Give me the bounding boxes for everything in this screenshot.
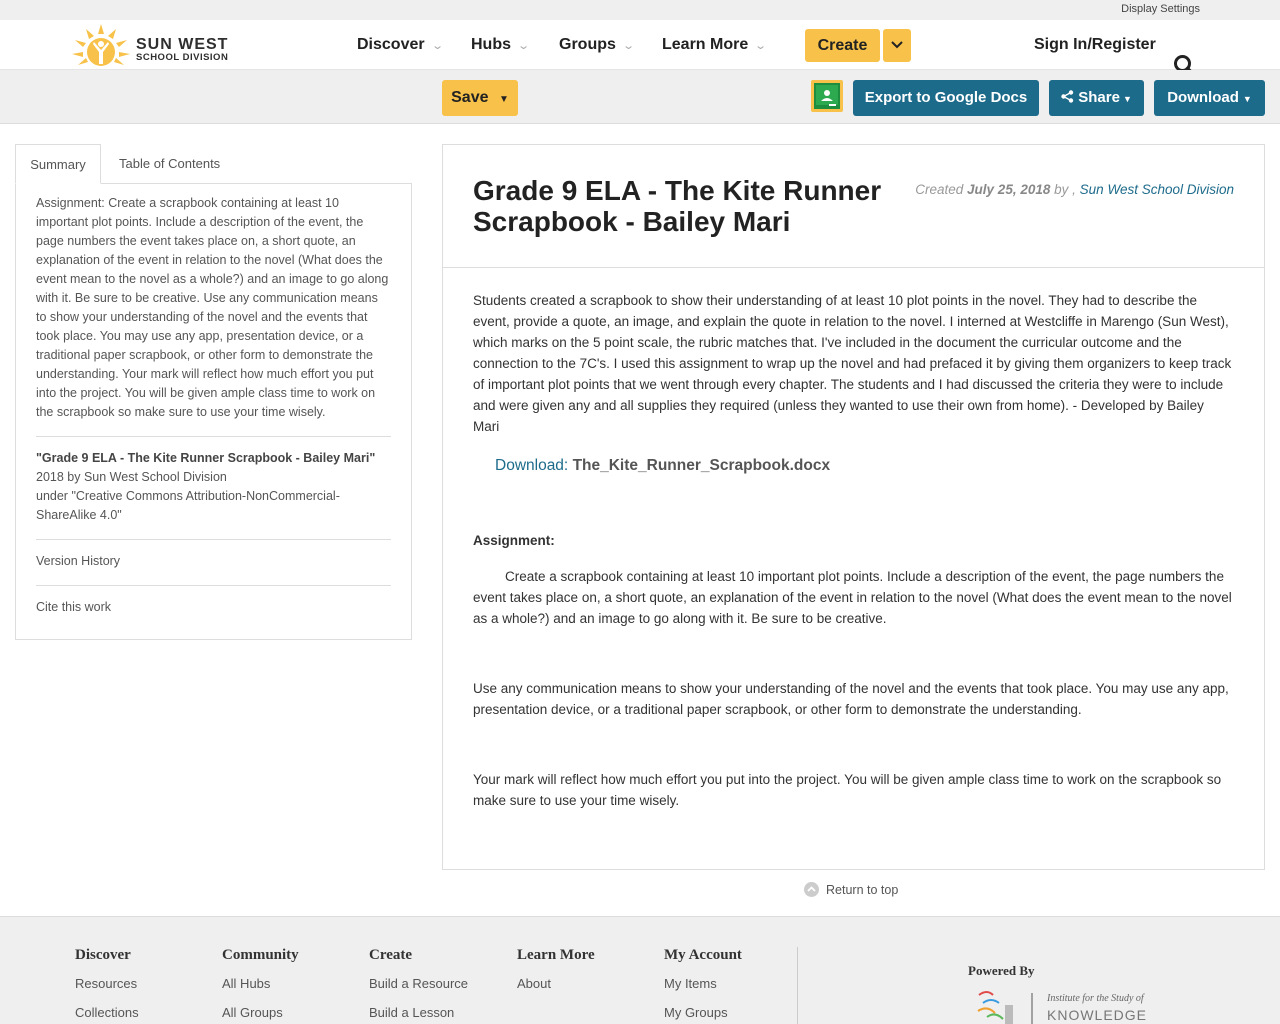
footer-link[interactable]: My Items [664, 976, 717, 991]
created-prefix: Created [915, 182, 964, 197]
utility-bar [0, 0, 1280, 20]
nav-learn-more[interactable] [662, 36, 768, 54]
sidebar-panel [15, 144, 412, 640]
footer-link[interactable]: About [517, 976, 551, 991]
divider [36, 585, 391, 586]
footer-col-community [222, 947, 299, 1022]
nav-label: Hubs [471, 36, 511, 53]
created-meta [915, 182, 1234, 197]
nav-label: Groups [559, 36, 616, 53]
chevron-down-icon: ⌄ [622, 40, 635, 52]
divider [36, 539, 391, 540]
description-text: Students created a scrapbook to show their understanding of at least 10 plot points in the novel. They had to describe the event, provide a quote, an image, and explain the quote in relation to the novel. I interned at Westcliffe in Marengo (Sun West), which marks on the 5 point scale, the rubric matches that. I've included in the document the curricular outcome and the connection to the 7C's. I used this assignment to wrap up the novel and had prefaced it by giving them organizers to keep track of important plot points that we went through every chapter. The students and I had discussed the criteria they were to include and were given any and all supplies they required (unless they wanted to use their own from home). - Developed by Bailey Mari [473, 293, 1232, 434]
assignment-paragraph: Your mark will reflect how much effort you put into the project. You will be given ample class time to work on the scrapbook so make sure to use your time wisely. [473, 772, 1222, 808]
attachment-download[interactable] [495, 455, 1233, 476]
chevron-down-icon [891, 41, 903, 49]
chevron-down-icon: ⌄ [430, 40, 444, 52]
divider [36, 436, 391, 437]
created-date: July 25, 2018 [967, 182, 1051, 197]
summary-text: Assignment: Create a scrapbook containing at least 10 important plot points. Include a description of the event, the page numbers the event takes place on, a short quote, an explanation of the event in relation to the novel (What does the event mean to the novel as a whole?) and an image to go along with it. Be sure to be creative. Use any communication means to show your understanding of the novel and the events that took place. You may use any app, presentation device, or a traditional paper scrapbook, or other form to demonstrate the understanding. Your mark will reflect how much effort you put into the project. You will be given ample class time to work on the scrapbook so make sure to use your time wisely. [36, 196, 389, 419]
iskme-logo[interactable] [975, 989, 1155, 1024]
resource-toolbar [0, 70, 1280, 124]
footer-link[interactable]: All Groups [222, 1005, 283, 1020]
create-dropdown-button[interactable] [883, 29, 911, 62]
share-icon [1061, 90, 1074, 103]
assignment-heading: Assignment: [473, 533, 555, 548]
sidebar-tabs [15, 144, 412, 184]
divider [443, 267, 1264, 268]
license-year-author: 2018 by Sun West School Division [36, 470, 227, 484]
resource-content [442, 144, 1265, 870]
cite-work-link[interactable]: Cite this work [36, 600, 112, 614]
sun-logo-icon [70, 22, 132, 68]
created-by: by , [1054, 182, 1076, 197]
site-footer [0, 916, 1280, 1024]
save-button[interactable] [442, 80, 518, 116]
page-title: Grade 9 ELA - The Kite Runner Scrapbook - Bailey Mari [473, 175, 882, 237]
return-to-top-link[interactable] [804, 883, 898, 898]
brand-name: SUN WEST [136, 36, 229, 53]
footer-col-create [369, 947, 468, 1022]
footer-heading: Discover [75, 947, 131, 963]
summary-panel [15, 183, 412, 640]
chevron-down-icon: ⌄ [754, 40, 768, 52]
nav-groups[interactable] [559, 36, 633, 54]
footer-heading: My Account [664, 947, 742, 963]
footer-link[interactable]: Collections [75, 1005, 139, 1020]
footer-heading: Create [369, 947, 413, 963]
tab-summary[interactable]: Summary [15, 144, 101, 184]
caret-down-icon: ▼ [1122, 94, 1132, 104]
footer-col-my-account [664, 947, 742, 1022]
license-name: under "Creative Commons Attribution-NonCommercial-ShareAlike 4.0" [36, 489, 340, 522]
caret-down-icon: ▼ [498, 94, 509, 105]
footer-heading: Learn More [517, 947, 595, 963]
download-prefix: Download: [495, 457, 569, 474]
nav-label: Learn More [662, 36, 749, 53]
footer-link[interactable]: My Groups [664, 1005, 728, 1020]
chevron-down-icon: ⌄ [517, 40, 531, 52]
attachment-filename[interactable]: The_Kite_Runner_Scrapbook.docx [572, 457, 831, 474]
powered-by-label: Powered By [968, 963, 1035, 978]
download-button[interactable] [1154, 80, 1265, 116]
return-top-icon [804, 882, 819, 897]
footer-col-learn-more [517, 947, 595, 993]
footer-link[interactable]: Build a Lesson [369, 1005, 455, 1020]
signin-register-link[interactable]: Sign In/Register [1034, 36, 1156, 53]
main-nav [0, 20, 1280, 70]
resource-body [473, 290, 1233, 811]
assignment-paragraph: Create a scrapbook containing at least 10 important plot points. Include a description of the event, the page numbers the event takes place on, a short quote, an explanation of the event in relation to the novel (What does the event mean to the novel as a whole?) and an image to go along with it. Be sure to be creative. [473, 569, 1232, 626]
footer-link[interactable]: Resources [75, 976, 138, 991]
google-classroom-icon[interactable] [811, 80, 843, 112]
create-button[interactable]: Create [805, 29, 880, 62]
share-button[interactable] [1049, 80, 1144, 116]
download-label: Download [1167, 89, 1239, 106]
nav-label: Discover [357, 36, 425, 53]
tab-table-of-contents[interactable]: Table of Contents [119, 156, 221, 171]
footer-link[interactable]: All Hubs [222, 976, 271, 991]
license-title: "Grade 9 ELA - The Kite Runner Scrapbook - Bailey Mari" [36, 451, 376, 465]
footer-heading: Community [222, 947, 299, 963]
caret-down-icon: ▼ [1242, 94, 1252, 104]
save-label: Save [451, 89, 489, 106]
brand-subname: SCHOOL DIVISION [136, 52, 229, 63]
brand-logo[interactable] [70, 22, 240, 68]
nav-discover[interactable] [357, 36, 442, 54]
iskme-line1: Institute for the Study of [1047, 993, 1144, 1004]
iskme-line2: KNOWLEDGE [1047, 1007, 1148, 1023]
version-history-link[interactable]: Version History [36, 554, 121, 568]
share-label: Share [1078, 89, 1120, 106]
nav-hubs[interactable] [471, 36, 531, 54]
display-settings-link[interactable]: Display Settings [1121, 3, 1200, 15]
footer-link[interactable]: Build a Resource [369, 976, 468, 991]
return-top-label: Return to top [826, 883, 899, 897]
export-google-docs-button[interactable]: Export to Google Docs [853, 80, 1039, 116]
footer-col-discover [75, 947, 139, 1022]
footer-divider [797, 947, 798, 1024]
author-link[interactable]: Sun West School Division [1079, 182, 1234, 197]
assignment-paragraph: Use any communication means to show your understanding of the novel and the events that took place. You may use any app, presentation device, or a traditional paper scrapbook, or other form to demonstrate the understanding. [473, 681, 1229, 717]
